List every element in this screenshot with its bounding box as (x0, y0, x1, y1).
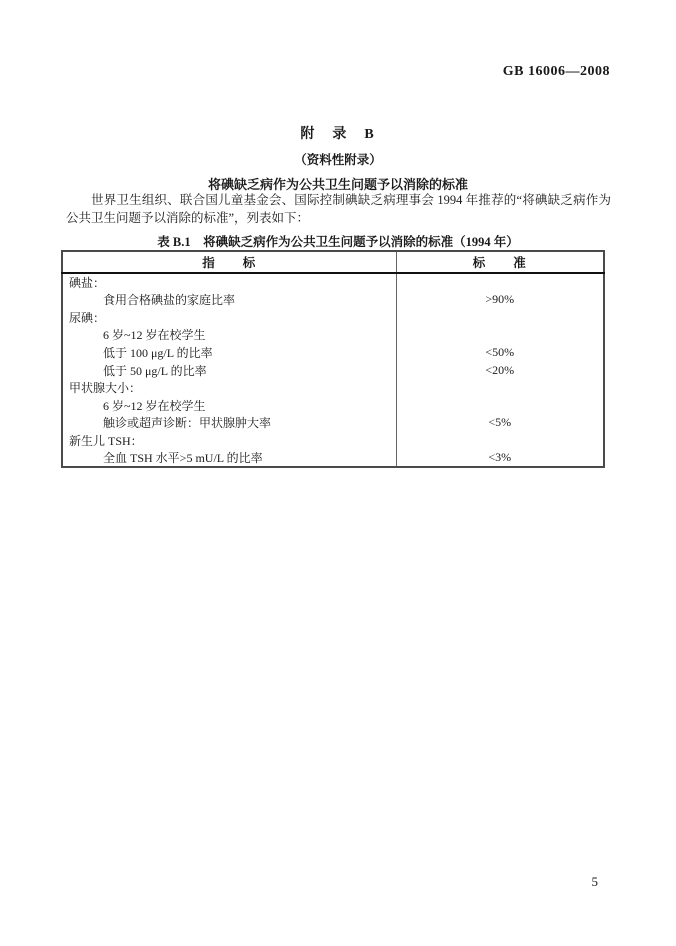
standard-number: GB 16006—2008 (502, 64, 610, 79)
table-header-row (62, 251, 604, 273)
table-row (62, 379, 604, 397)
standard-cell: <50% (485, 345, 515, 360)
appendix-title-block (0, 123, 676, 193)
table-row (62, 309, 604, 327)
standard-cell (396, 432, 604, 450)
table-row (62, 414, 604, 432)
intro-paragraph: 世界卫生组织、联合国儿童基金会、国际控制碘缺乏病理事会 1994 年推荐的“将碘缺乏病作为公共卫生问题予以消除的标准”，列表如下： (66, 193, 611, 225)
indicator-cell: 6 岁~12 岁在校学生 (62, 397, 396, 415)
page-number: 5 (591, 874, 598, 889)
appendix-title: 附 录 B (300, 127, 376, 142)
header-standard: 标 准 (396, 251, 604, 273)
standard-cell (396, 273, 604, 291)
standard-cell (396, 326, 604, 344)
standard-cell (396, 397, 604, 415)
table-caption: 表 B.1 将碘缺乏病作为公共卫生问题予以消除的标准（1994 年） (157, 235, 519, 249)
standard-cell: <5% (488, 415, 512, 430)
indicator-cell: 新生儿 TSH： (62, 432, 396, 450)
table-row (62, 291, 604, 309)
table-row (62, 432, 604, 450)
header-indicator: 指 标 (62, 251, 396, 273)
indicator-cell: 触诊或超声诊断：甲状腺肿大率 (62, 414, 396, 432)
indicator-cell: 低于 50 μg/L 的比率 (62, 361, 396, 379)
indicator-cell: 食用合格碘盐的家庭比率 (62, 291, 396, 309)
table-body (62, 273, 604, 467)
standard-cell: <3% (488, 450, 512, 465)
indicator-cell: 尿碘： (62, 309, 396, 327)
appendix-subtitle: （资料性附录） (294, 153, 382, 167)
table-row (62, 326, 604, 344)
standards-table (61, 250, 605, 468)
standard-cell (396, 309, 604, 327)
indicator-cell: 甲状腺大小： (62, 379, 396, 397)
indicator-cell: 6 岁~12 岁在校学生 (62, 326, 396, 344)
indicator-cell: 全血 TSH 水平>5 mU/L 的比率 (62, 449, 396, 467)
table-row (62, 344, 604, 362)
indicator-cell: 低于 100 μg/L 的比率 (62, 344, 396, 362)
standard-cell: <20% (485, 362, 515, 377)
table-row (62, 449, 604, 467)
standard-cell: >90% (485, 292, 515, 307)
appendix-heading: 将碘缺乏病作为公共卫生问题予以消除的标准 (207, 177, 468, 192)
standard-cell (396, 379, 604, 397)
table-row (62, 273, 604, 291)
indicator-cell: 碘盐： (62, 273, 396, 291)
table-row (62, 397, 604, 415)
table-row (62, 361, 604, 379)
